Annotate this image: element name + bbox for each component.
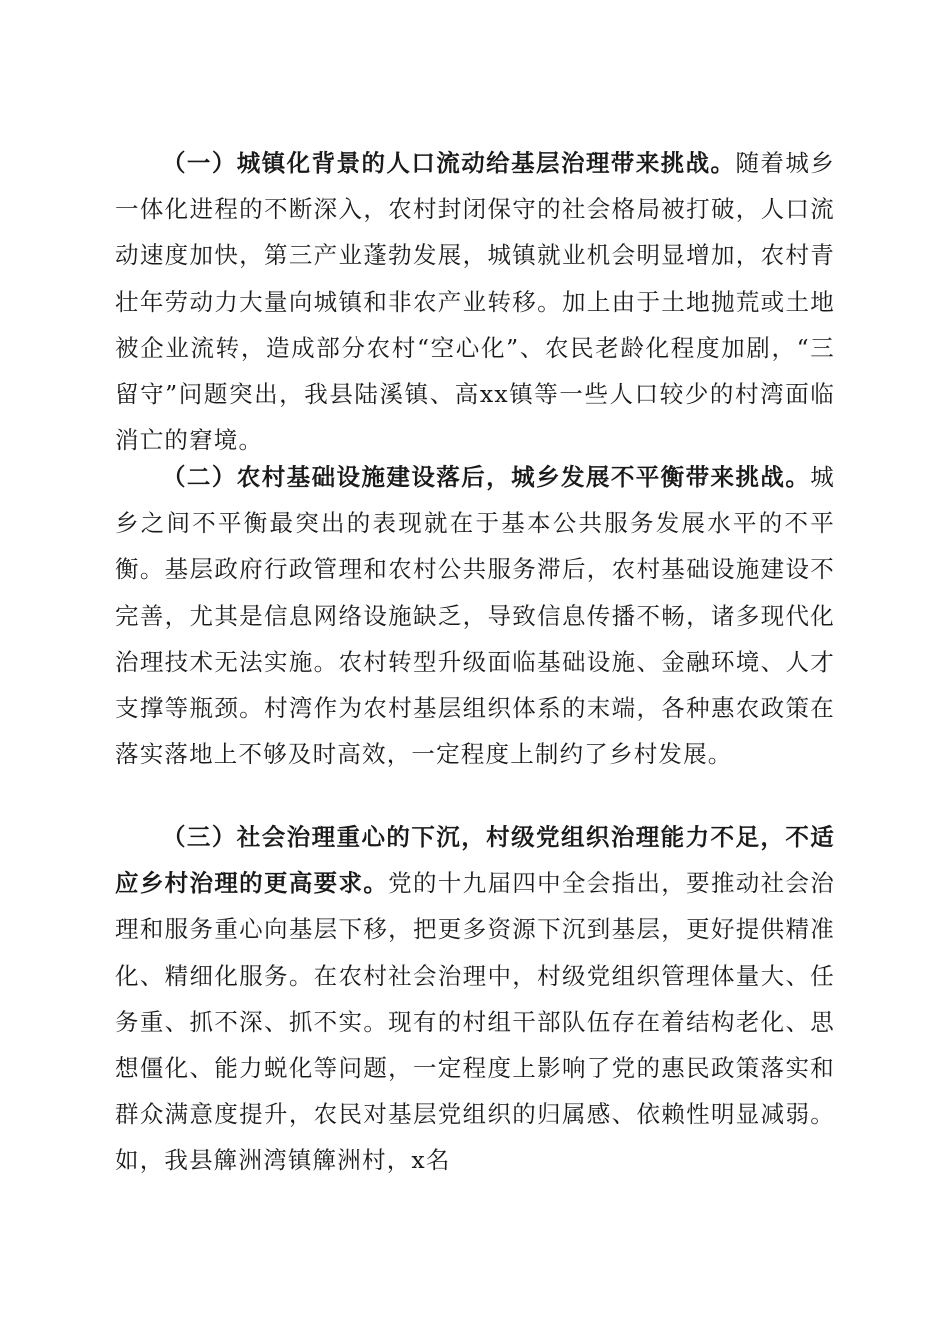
paragraph-2-heading: （二）农村基础设施建设落后，城乡发展不平衡带来挑战。 — [162, 463, 811, 491]
paragraph-3-body: 党的十九届四中全会指出，要推动社会治理和服务重心向基层下移，把更多资源下沉到基层，更好提供精准化、精细化服务。在农村社会治理中，村级党组织管理体量大、任务重、抓不深、抓不实。现有的村组干部队伍存在着结构老化、思想僵化、能力蜕化等问题，一定程度上影响了党的惠民政策落实和群众满意度提升，农民对基层党组织的归属感、依赖性明显减弱。如，我县簰洲湾镇簰洲村，x名 — [115, 869, 835, 1175]
paragraph-3 — [115, 814, 835, 1184]
paragraph-3-heading: （三）社会治理重心的下沉，村级党组织治理能力不足，不适应乡村治理的更高要求。 — [115, 823, 835, 898]
paragraph-2 — [115, 454, 835, 777]
paragraph-1-body: 随着城乡一体化进程的不断深入，农村封闭保守的社会格局被打破，人口流动速度加快，第三产业蓬勃发展，城镇就业机会明显增加，农村青壮年劳动力大量向城镇和非农产业转移。加上由于土地抛荒或土地被企业流转，造成部分农村“空心化”、农民老龄化程度加剧，“三留守”问题突出，我县陆溪镇、高xx镇等一些人口较少的村湾面临消亡的窘境。 — [115, 149, 835, 455]
paragraph-2-body: 城乡之间不平衡最突出的表现就在于基本公共服务发展水平的不平衡。基层政府行政管理和农村公共服务滞后，农村基础设施建设不完善，尤其是信息网络设施缺乏，导致信息传播不畅，诸多现代化治理技术无法实施。农村转型升级面临基础设施、金融环境、人才支撑等瓶颈。村湾作为农村基层组织体系的末端，各种惠农政策在落实落地上不够及时高效，一定程度上制约了乡村发展。 — [115, 463, 835, 769]
paragraph-1-heading: （一）城镇化背景的人口流动给基层治理带来挑战。 — [162, 149, 736, 177]
paragraph-1 — [115, 140, 835, 463]
